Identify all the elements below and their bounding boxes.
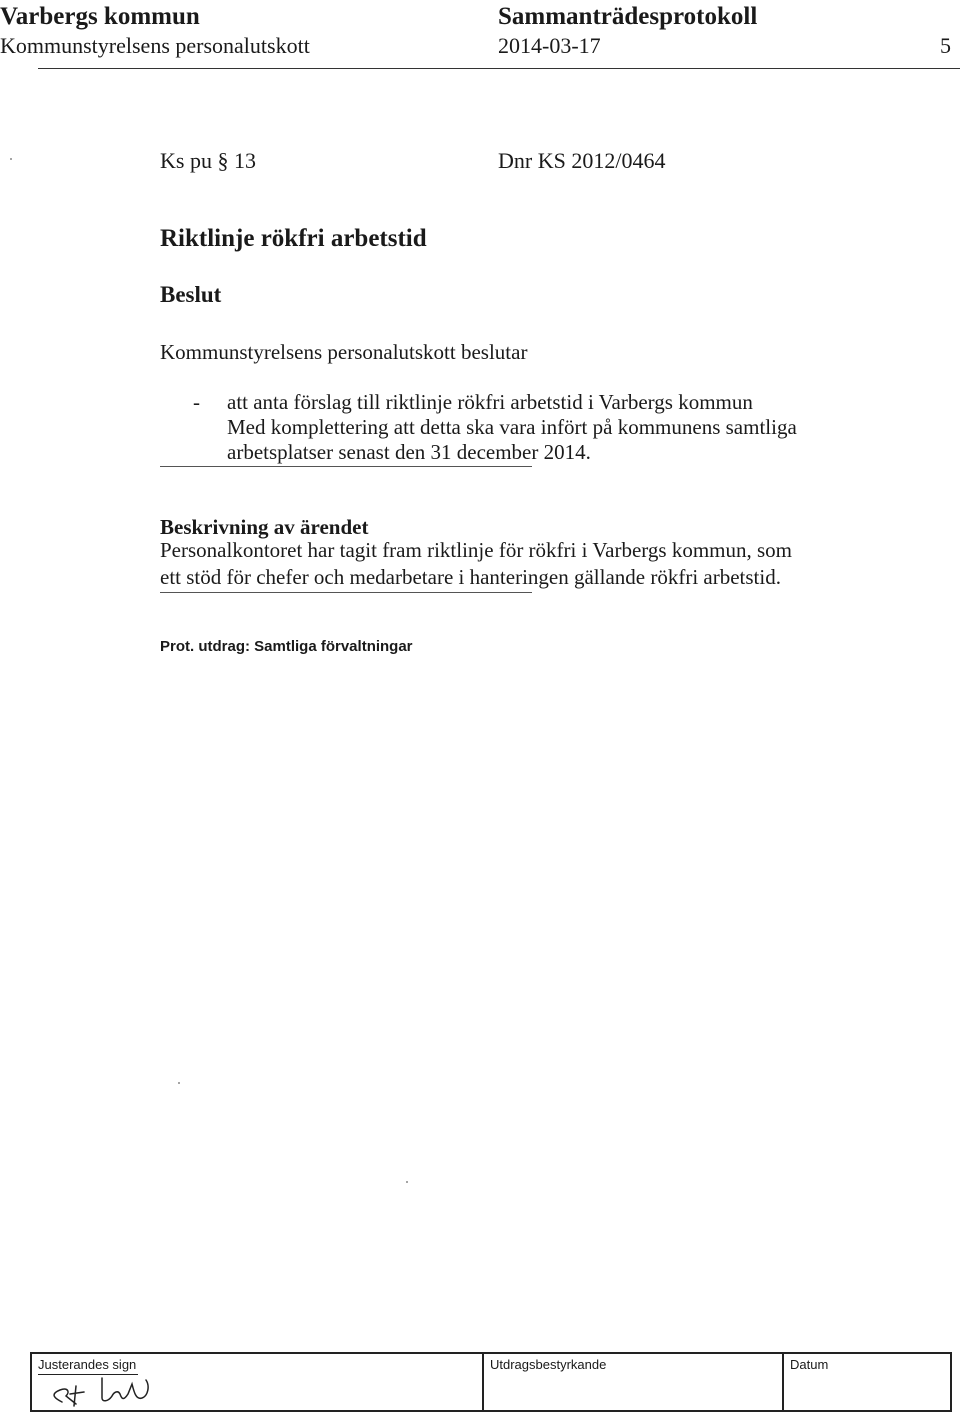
diary-number: Dnr KS 2012/0464 — [498, 148, 666, 173]
document-type: Sammanträdesprotokoll — [498, 3, 758, 30]
committee-name: Kommunstyrelsens personalutskott — [0, 33, 310, 58]
description-line: Personalkontoret har tagit fram riktlinje för rökfri i Varbergs kommun, som — [160, 538, 793, 562]
case-paragraph: Ks pu § 13 — [160, 148, 256, 173]
organization-name: Varbergs kommun — [0, 3, 200, 30]
decision-line: Med komplettering att detta ska vara infört på kommunens samtliga — [227, 415, 797, 439]
date-cell — [784, 1354, 950, 1410]
description-divider — [160, 592, 532, 593]
decision-line: att anta förslag till riktlinje rökfri arbetstid i Varbergs kommun — [227, 390, 753, 414]
decision-divider — [160, 466, 532, 467]
description-text — [160, 537, 792, 591]
decision-intro: Kommunstyrelsens personalutskott beslutar — [160, 340, 528, 364]
page-title: Riktlinje rökfri arbetstid — [160, 225, 427, 252]
certification-cell — [484, 1354, 784, 1410]
scan-speck — [178, 1082, 180, 1084]
scan-speck — [10, 158, 12, 160]
signature-table — [30, 1352, 952, 1412]
scan-speck — [406, 1181, 408, 1183]
date-label: Datum — [790, 1357, 829, 1372]
decision-text — [227, 390, 947, 465]
description-line: ett stöd för chefer och medarbetare i hanteringen gällande rökfri arbetstid. — [160, 565, 781, 589]
decision-heading: Beslut — [160, 282, 222, 307]
handwritten-signature — [40, 1372, 180, 1412]
signature-label: Justerandes sign — [38, 1356, 138, 1375]
decision-line: arbetsplatser senast den 31 december 2014. — [227, 440, 591, 464]
certification-label: Utdragsbestyrkande — [490, 1357, 607, 1372]
bullet-marker: - — [193, 390, 200, 414]
protocol-extract-recipients: Prot. utdrag: Samtliga förvaltningar — [160, 638, 413, 655]
signature-cell — [32, 1354, 484, 1410]
page-number: 5 — [940, 33, 951, 58]
meeting-date: 2014-03-17 — [498, 33, 601, 58]
description-heading: Beskrivning av ärendet — [160, 515, 369, 539]
header-divider — [38, 68, 960, 69]
